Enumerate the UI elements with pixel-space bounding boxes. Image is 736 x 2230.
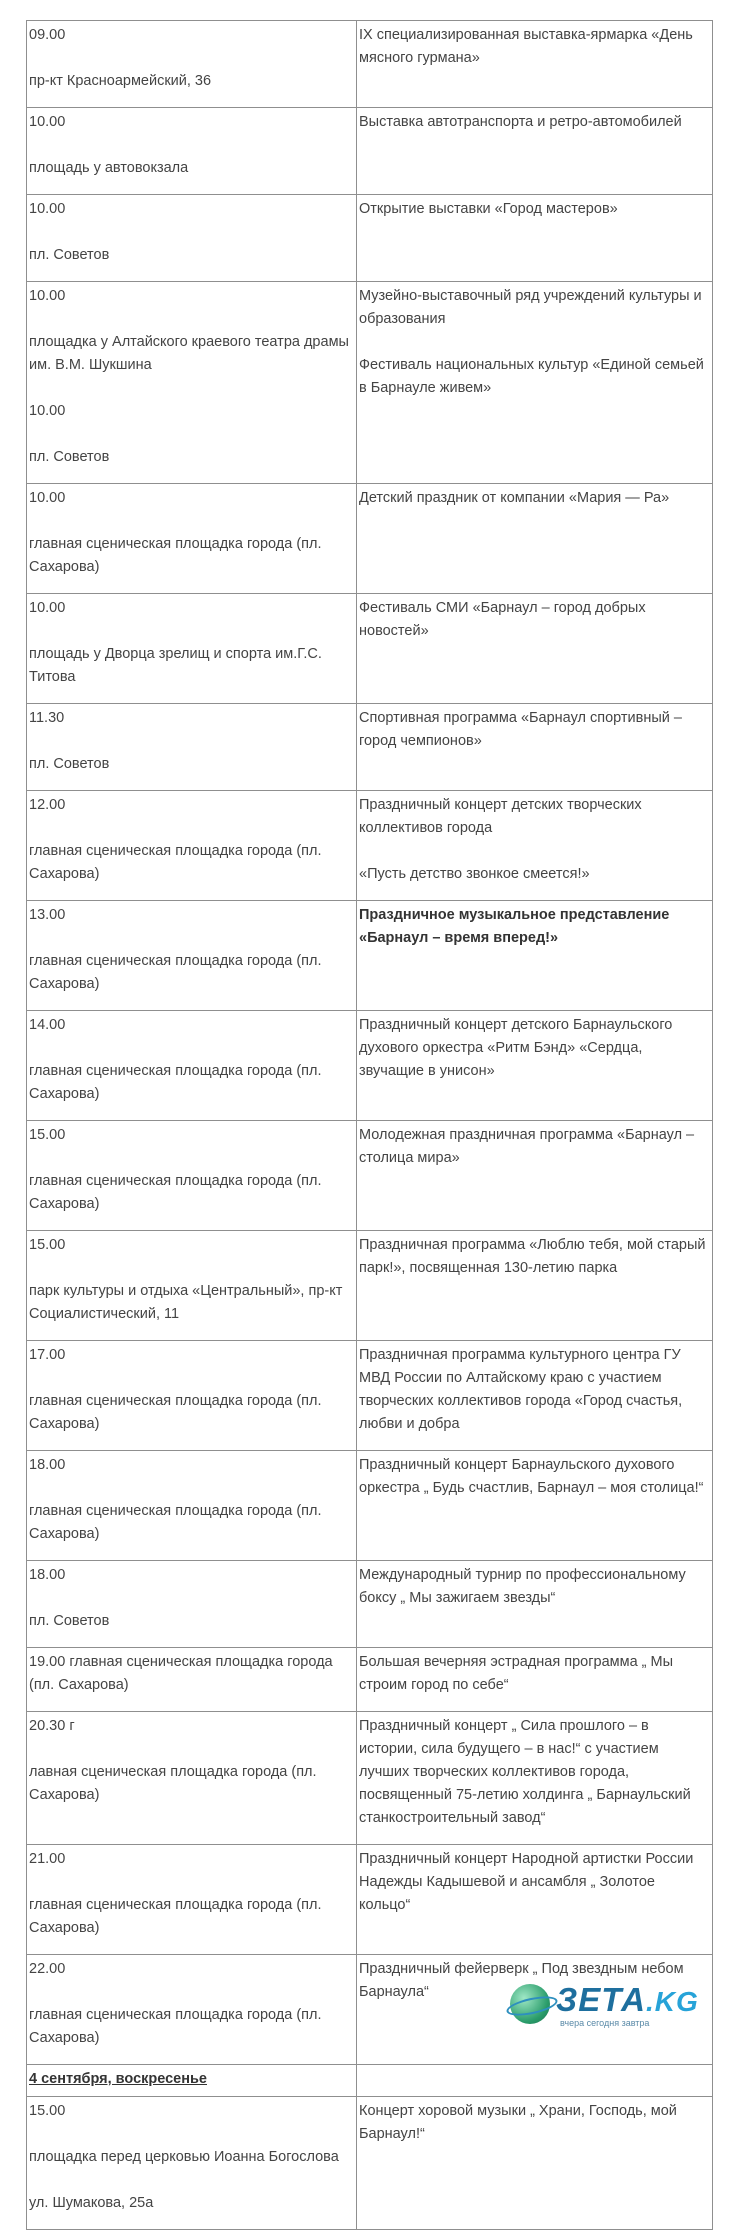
event-text: Выставка автотранспорта и ретро-автомобилей — [359, 114, 682, 130]
time-venue-text: главная сценическая площадка города (пл. Сахарова) — [29, 1503, 322, 1542]
event-text: Праздничная программа культурного центра ГУ МВД России по Алтайскому краю с участием творческих коллективов города «Город счастья, любви и добра — [359, 1347, 683, 1432]
time-venue-text: 19.00 главная сценическая площадка города (пл. Сахарова) — [29, 1654, 333, 1693]
event-cell — [357, 1561, 713, 1648]
line-gap — [359, 840, 710, 863]
time-venue-text: 12.00 — [29, 797, 66, 813]
table-row — [27, 282, 713, 484]
line-gap — [29, 620, 354, 643]
watermark-brand: ЗЕТА.KG — [556, 1981, 699, 2018]
line-gap — [29, 1037, 354, 1060]
time-venue-text: 18.00 — [29, 1567, 66, 1583]
time-venue-text: 18.00 — [29, 1457, 66, 1473]
event-text: Спортивная программа «Барнаул спортивный – город чемпионов» — [359, 710, 682, 749]
time-venue-text: главная сценическая площадка города (пл. Сахарова) — [29, 536, 322, 575]
event-text: Большая вечерняя эстрадная программа „ Мы строим город по себе“ — [359, 1654, 674, 1693]
event-text: Праздничная программа «Люблю тебя, мой старый парк!», посвященная 130-летию парка — [359, 1237, 706, 1276]
watermark-tagline: вчера сегодня завтра — [560, 2018, 650, 2028]
table-row — [27, 594, 713, 704]
event-cell — [357, 1648, 713, 1712]
schedule-body — [27, 21, 713, 2230]
time-venue-cell — [27, 195, 357, 282]
event-text: Музейно-выставочный ряд учреждений культуры и образования — [359, 288, 702, 327]
line-gap — [29, 134, 354, 157]
line-gap — [29, 423, 354, 446]
table-row — [27, 704, 713, 791]
time-venue-cell — [27, 1451, 357, 1561]
section-empty-cell — [357, 2065, 713, 2097]
line-gap — [29, 817, 354, 840]
time-venue-text: 10.00 — [29, 600, 66, 616]
time-venue-text: ул. Шумакова, 25а — [29, 2195, 154, 2211]
event-text: Международный турнир по профессиональному боксу „ Мы зажигаем звезды“ — [359, 1567, 686, 1606]
event-cell — [357, 195, 713, 282]
line-gap — [29, 1981, 354, 2004]
line-gap — [359, 331, 710, 354]
time-venue-text: пл. Советов — [29, 449, 110, 465]
time-venue-cell — [27, 1845, 357, 1955]
time-venue-text: 17.00 — [29, 1347, 66, 1363]
time-venue-text: 10.00 — [29, 490, 66, 506]
time-venue-text: главная сценическая площадка города (пл. Сахарова) — [29, 1063, 322, 1102]
time-venue-text: площадь у Дворца зрелищ и спорта им.Г.С. Титова — [29, 646, 322, 685]
line-gap — [29, 1147, 354, 1170]
line-gap — [29, 927, 354, 950]
event-cell — [357, 108, 713, 195]
time-venue-cell — [27, 1561, 357, 1648]
section-heading: 4 сентября, воскресенье — [29, 2071, 207, 2087]
time-venue-cell — [27, 282, 357, 484]
time-venue-text: 09.00 — [29, 27, 66, 43]
line-gap — [29, 1738, 354, 1761]
table-row — [27, 1712, 713, 1845]
table-row — [27, 1451, 713, 1561]
event-cell — [357, 1712, 713, 1845]
time-venue-cell — [27, 1955, 357, 2065]
line-gap — [29, 1257, 354, 1280]
event-text: Праздничный концерт детского Барнаульского духового оркестра «Ритм Бэнд» «Сердца, звучащие в унисон» — [359, 1017, 673, 1079]
table-row — [27, 21, 713, 108]
time-venue-text: 15.00 — [29, 1237, 66, 1253]
table-row — [27, 1845, 713, 1955]
event-text: Молодежная праздничная программа «Барнаул – столица мира» — [359, 1127, 695, 1166]
event-text: Праздничный концерт Народной артистки России Надежды Кадышевой и ансамбля „ Золотое кольцо“ — [359, 1851, 694, 1913]
time-venue-text: площадка перед церковью Иоанна Богослова — [29, 2149, 339, 2165]
event-cell — [357, 1845, 713, 1955]
table-row — [27, 1561, 713, 1648]
table-row — [27, 108, 713, 195]
time-venue-cell — [27, 484, 357, 594]
table-row — [27, 791, 713, 901]
event-text: Праздничный концерт детских творческих коллективов города — [359, 797, 642, 836]
event-text: «Пусть детство звонкое смеется!» — [359, 866, 590, 882]
time-venue-text: лавная сценическая площадка города (пл. Сахарова) — [29, 1764, 317, 1803]
event-cell — [357, 21, 713, 108]
time-venue-text: пл. Советов — [29, 756, 110, 772]
time-venue-text: главная сценическая площадка города (пл. Сахарова) — [29, 843, 322, 882]
event-cell — [357, 1231, 713, 1341]
line-gap — [29, 510, 354, 533]
time-venue-text: пр-кт Красноармейский, 36 — [29, 73, 212, 89]
event-text: Фестиваль национальных культур «Единой семьей в Барнауле живем» — [359, 357, 704, 396]
time-venue-text: главная сценическая площадка города (пл. Сахарова) — [29, 1393, 322, 1432]
event-cell — [357, 1121, 713, 1231]
event-text: Открытие выставки «Город мастеров» — [359, 201, 618, 217]
time-venue-text: главная сценическая площадка города (пл. Сахарова) — [29, 953, 322, 992]
table-row — [27, 1231, 713, 1341]
time-venue-cell — [27, 901, 357, 1011]
site-watermark — [510, 1980, 736, 2035]
time-venue-text: площадь у автовокзала — [29, 160, 189, 176]
time-venue-cell — [27, 791, 357, 901]
time-venue-text: 10.00 — [29, 114, 66, 130]
time-venue-text: 22.00 — [29, 1961, 66, 1977]
event-text: Праздничное музыкальное представление «Барнаул – время вперед!» — [359, 907, 670, 946]
time-venue-text: главная сценическая площадка города (пл. Сахарова) — [29, 1173, 322, 1212]
time-venue-text: 11.30 — [29, 710, 65, 726]
time-venue-text: парк культуры и отдыха «Центральный», пр-кт Социалистический, 11 — [29, 1283, 343, 1322]
event-cell — [357, 1341, 713, 1451]
event-text: Праздничный фейерверк „ Под звездным небом Барнаула“ — [359, 1961, 684, 2000]
event-cell — [357, 484, 713, 594]
table-row — [27, 2097, 713, 2230]
event-cell — [357, 282, 713, 484]
time-venue-text: главная сценическая площадка города (пл. Сахарова) — [29, 1897, 322, 1936]
line-gap — [29, 730, 354, 753]
time-venue-cell — [27, 1712, 357, 1845]
event-cell — [357, 2097, 713, 2230]
event-cell — [357, 704, 713, 791]
time-venue-text: 21.00 — [29, 1851, 66, 1867]
line-gap — [29, 2169, 354, 2192]
table-row — [27, 1011, 713, 1121]
event-cell — [357, 1451, 713, 1561]
section-row — [27, 2065, 713, 2097]
table-row — [27, 1648, 713, 1712]
time-venue-text: 15.00 — [29, 2103, 66, 2119]
event-text: IX специализированная выставка-ярмарка «День мясного гурмана» — [359, 27, 693, 66]
line-gap — [29, 1587, 354, 1610]
time-venue-text: 10.00 — [29, 201, 66, 217]
time-venue-cell — [27, 108, 357, 195]
time-venue-text: 13.00 — [29, 907, 66, 923]
table-row — [27, 901, 713, 1011]
line-gap — [29, 47, 354, 70]
line-gap — [29, 1367, 354, 1390]
time-venue-text: площадка у Алтайского краевого театра драмы им. В.М. Шукшина — [29, 334, 349, 373]
time-venue-text: 15.00 — [29, 1127, 66, 1143]
event-text: Праздничный концерт Барнаульского духового оркестра „ Будь счастлив, Барнаул – моя столица!“ — [359, 1457, 704, 1496]
time-venue-text: главная сценическая площадка города (пл. Сахарова) — [29, 2007, 322, 2046]
time-venue-text: пл. Советов — [29, 247, 110, 263]
time-venue-cell — [27, 1341, 357, 1451]
time-venue-text: 14.00 — [29, 1017, 66, 1033]
time-venue-cell — [27, 1121, 357, 1231]
event-cell — [357, 791, 713, 901]
schedule-table — [26, 20, 713, 2230]
line-gap — [29, 2123, 354, 2146]
time-venue-cell — [27, 594, 357, 704]
table-row — [27, 195, 713, 282]
table-row — [27, 484, 713, 594]
time-venue-text: 10.00 — [29, 288, 66, 304]
time-venue-cell — [27, 21, 357, 108]
line-gap — [29, 1871, 354, 1894]
table-row — [27, 1341, 713, 1451]
event-cell — [357, 901, 713, 1011]
line-gap — [29, 221, 354, 244]
time-venue-cell — [27, 704, 357, 791]
time-venue-cell — [27, 1231, 357, 1341]
event-text: Концерт хоровой музыки „ Храни, Господь, мой Барнаул!“ — [359, 2103, 677, 2142]
section-cell — [27, 2065, 357, 2097]
time-venue-cell — [27, 1648, 357, 1712]
time-venue-cell — [27, 2097, 357, 2230]
event-cell — [357, 1011, 713, 1121]
event-text: Фестиваль СМИ «Барнаул – город добрых новостей» — [359, 600, 646, 639]
event-text: Праздничный концерт „ Сила прошлого – в истории, сила будущего – в нас!“ с участием лучших творческих коллективов города, посвященный 75-летию холдинга „ Барнаульский станкостроительный завод“ — [359, 1718, 691, 1826]
event-cell — [357, 594, 713, 704]
time-venue-cell — [27, 1011, 357, 1121]
line-gap — [29, 308, 354, 331]
time-venue-text: 10.00 — [29, 403, 66, 419]
line-gap — [29, 1477, 354, 1500]
event-text: Детский праздник от компании «Мария — Ра» — [359, 490, 670, 506]
line-gap — [29, 377, 354, 400]
time-venue-text: пл. Советов — [29, 1613, 110, 1629]
time-venue-text: 20.30 г — [29, 1718, 75, 1734]
table-row — [27, 1121, 713, 1231]
